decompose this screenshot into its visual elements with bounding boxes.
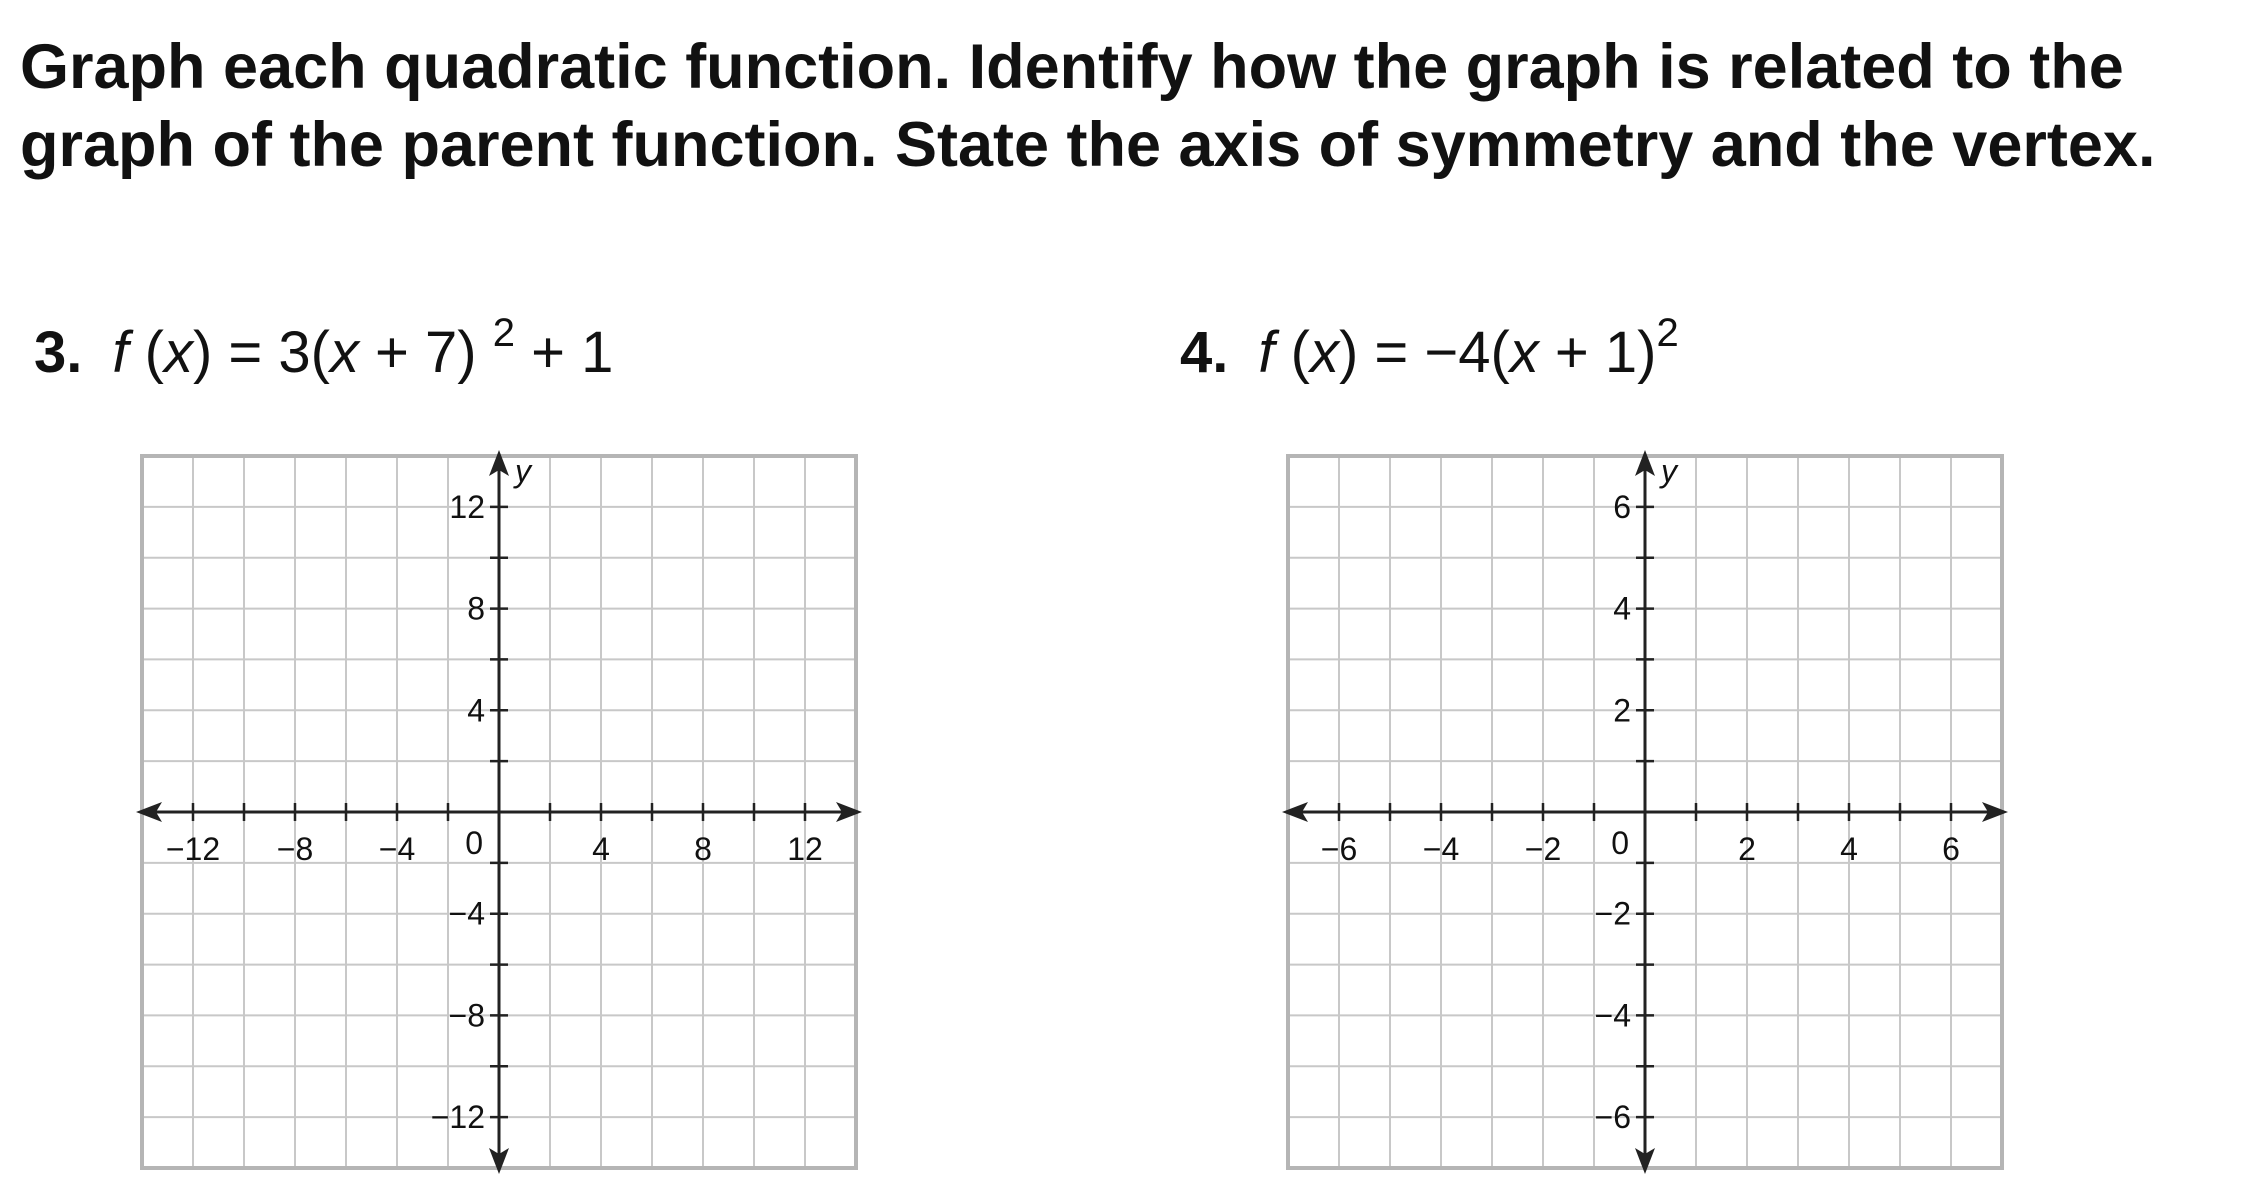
problem-4-eq-x: x [1309, 320, 1339, 385]
x-tick-label: −2 [1524, 831, 1562, 867]
problem-4-eq-mid1: ) = −4( [1338, 320, 1510, 385]
x-tick-label: −12 [165, 831, 221, 867]
problem-4-eq-mid2: + 1) [1538, 320, 1657, 385]
x-tick-label: −6 [1320, 831, 1358, 867]
coordinate-grid-problem-4 [1282, 450, 2008, 1174]
y-tick-label: 4 [467, 692, 485, 729]
problem-3-eq-mid2: + 7) [358, 320, 493, 385]
problem-3-eq-x2: x [329, 320, 359, 385]
y-tick-label: −8 [448, 997, 485, 1034]
x-tick-label: 12 [787, 831, 823, 867]
x-tick-label: 4 [1840, 831, 1858, 867]
x-tick-label: 4 [592, 831, 610, 867]
problem-3-eq-open: ( [128, 320, 164, 385]
problem-4-eq-x2: x [1509, 320, 1539, 385]
instructions-line-1: Graph each quadratic function. Identify how the graph is related to the [20, 32, 2124, 102]
instructions-line-2: graph of the parent function. State the axis of symmetry and the vertex. [20, 110, 2156, 180]
problem-3-eq-x: x [163, 320, 193, 385]
x-tick-label: −4 [1422, 831, 1460, 867]
x-tick-label: 2 [1738, 831, 1756, 867]
x-tick-label: −4 [378, 831, 416, 867]
coordinate-grid-problem-3 [136, 450, 862, 1174]
problem-4-number: 4. [1180, 320, 1229, 385]
origin-label: 0 [465, 825, 483, 861]
y-axis-label: y [515, 453, 531, 489]
problem-4-eq-f: f [1258, 320, 1275, 385]
x-tick-label: −8 [276, 831, 314, 867]
problem-3-eq-f: f [112, 320, 129, 385]
y-tick-label: −2 [1594, 895, 1631, 932]
y-tick-label: −4 [448, 895, 485, 932]
y-tick-label: 12 [449, 488, 485, 525]
x-tick-label: 8 [694, 831, 712, 867]
x-tick-label: 6 [1942, 831, 1960, 867]
problem-4-eq-open: ( [1274, 320, 1310, 385]
origin-label: 0 [1611, 825, 1629, 861]
y-tick-label: 6 [1613, 488, 1631, 525]
problem-3-eq-mid1: ) = 3( [192, 320, 330, 385]
problem-3-number: 3. [34, 320, 83, 385]
y-tick-label: −12 [430, 1099, 485, 1136]
problem-3-eq-exponent: 2 [492, 311, 515, 355]
y-axis-label: y [1661, 453, 1677, 489]
problem-3-eq-tail: + 1 [514, 320, 614, 385]
y-tick-label: −4 [1594, 997, 1631, 1034]
y-tick-label: 2 [1613, 692, 1631, 729]
problem-4-eq-exponent: 2 [1656, 311, 1679, 355]
y-tick-label: −6 [1594, 1099, 1631, 1136]
y-tick-label: 8 [467, 590, 485, 627]
y-tick-label: 4 [1613, 590, 1631, 627]
